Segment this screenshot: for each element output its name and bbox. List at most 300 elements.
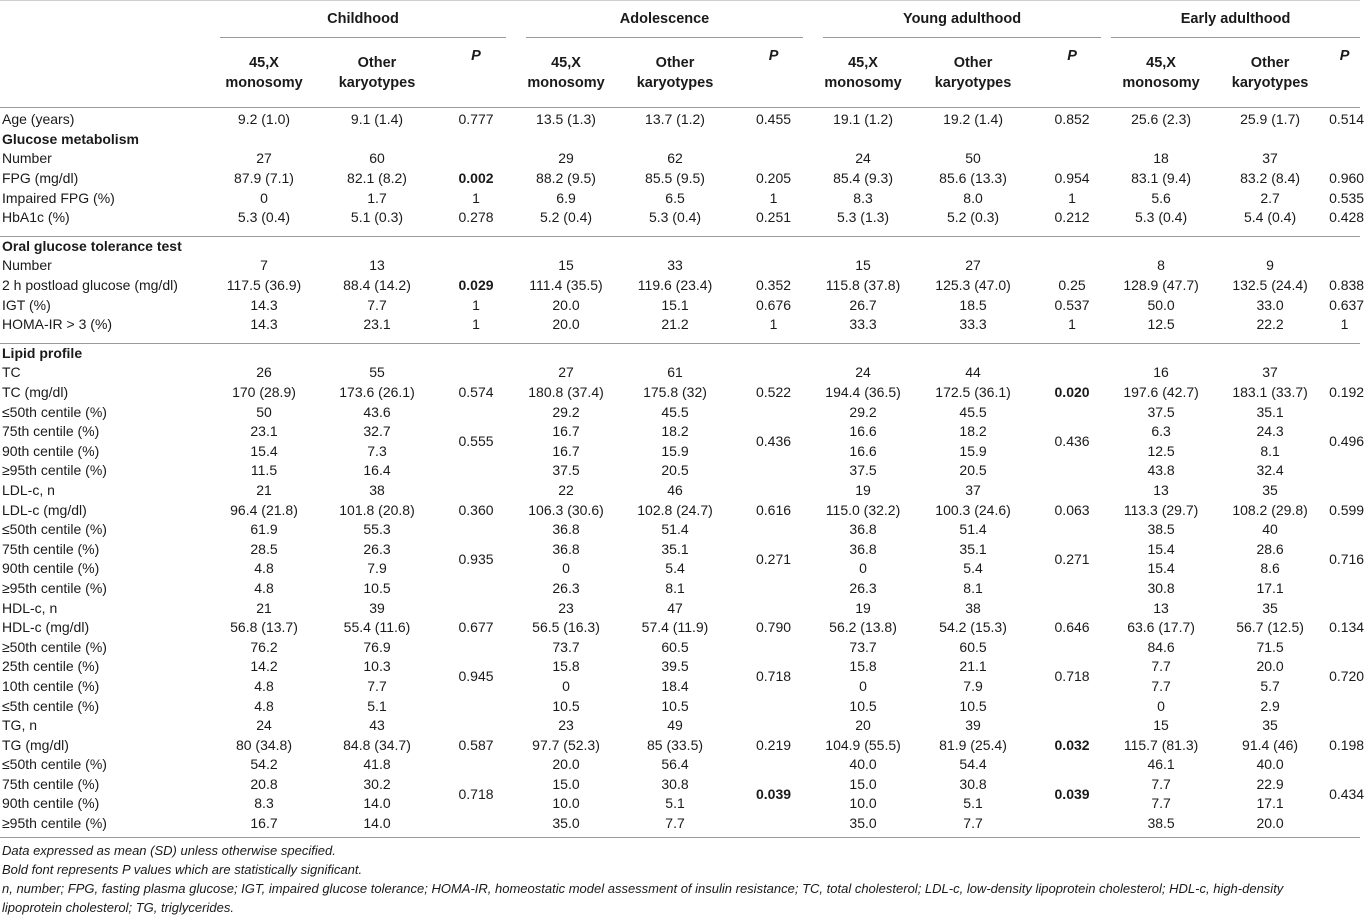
other-value-cell: 40.0	[1256, 756, 1284, 773]
monosomy-value-cell: 6.3	[1151, 423, 1171, 440]
p-value-cell	[734, 149, 813, 169]
col-header-45x-monosomy	[813, 38, 913, 108]
other-value-cell: 51.4	[661, 521, 689, 538]
monosomy-value-cell: 115.0 (32.2)	[825, 501, 901, 518]
other-value-cell: 2.7	[1260, 189, 1280, 206]
monosomy-value-cell: 117.5 (36.9)	[226, 277, 302, 294]
table-row	[0, 461, 1360, 481]
monosomy-value-cell: 18	[1153, 150, 1169, 167]
p-value-cell: 0.587	[458, 736, 494, 753]
monosomy-value-cell: 15.4	[1147, 540, 1175, 557]
other-value-cell: 38	[965, 599, 981, 616]
monosomy-value-cell: 15.0	[849, 775, 877, 792]
row-label: ≤5th centile (%)	[2, 697, 100, 714]
row-label: ≤50th centile (%)	[2, 756, 107, 773]
p-value-cell: 0.428	[1329, 209, 1364, 226]
p-value-cell: 0.278	[458, 209, 494, 226]
monosomy-value-cell: 87.9 (7.1)	[234, 170, 294, 187]
col-header-other-karyotypes	[913, 38, 1033, 108]
p-value-cell: 0.535	[1329, 189, 1364, 206]
row-label: TC (mg/dl)	[2, 384, 69, 401]
p-value-cell: 0.192	[1329, 384, 1364, 401]
other-value-cell: 173.6 (26.1)	[339, 384, 415, 401]
other-value-cell: 39.5	[661, 658, 689, 675]
monosomy-value-cell: 0	[859, 677, 867, 694]
p-value-cell: 0.134	[1329, 619, 1364, 636]
monosomy-value-cell: 24	[855, 150, 871, 167]
monosomy-value-cell: 7	[260, 257, 268, 274]
monosomy-value-cell: 40.0	[849, 756, 877, 773]
p-value-cell	[1033, 256, 1111, 276]
monosomy-value-cell: 16.6	[849, 423, 877, 440]
other-value-cell: 39	[369, 599, 385, 616]
col-header-line: 45,X	[1146, 54, 1176, 71]
table-row	[0, 363, 1360, 383]
other-value-cell: 8.1	[1260, 442, 1280, 459]
table-row	[0, 598, 1360, 618]
merged-p-value: 0.720	[1329, 668, 1364, 685]
other-value-cell: 9.1 (1.4)	[350, 111, 404, 128]
p-value-cell: 0.212	[1054, 209, 1090, 226]
p-value-cell: 0.514	[1329, 111, 1364, 128]
monosomy-value-cell: 35.0	[552, 815, 580, 832]
row-label: 90th centile (%)	[2, 560, 100, 577]
other-value-cell: 33	[667, 257, 683, 274]
table-row	[0, 188, 1360, 208]
other-value-cell: 35	[1262, 717, 1278, 734]
col-header-p-value: P	[734, 38, 813, 108]
header-spacer	[0, 38, 210, 108]
other-value-cell: 91.4 (46)	[1242, 736, 1299, 753]
monosomy-value-cell: 36.8	[552, 540, 580, 557]
other-value-cell: 20.5	[959, 462, 987, 479]
monosomy-value-cell: 15.8	[552, 658, 580, 675]
monosomy-value-cell: 20.0	[552, 756, 580, 773]
monosomy-value-cell: 16.7	[552, 442, 580, 459]
other-value-cell: 19.2 (1.4)	[943, 111, 1003, 128]
row-label: Impaired FPG (%)	[2, 189, 115, 206]
other-value-cell: 61	[667, 364, 683, 381]
monosomy-value-cell: 5.3 (0.4)	[1134, 209, 1188, 226]
table-row	[0, 637, 1360, 657]
other-value-cell: 18.2	[959, 423, 987, 440]
p-value-cell: 1	[472, 316, 480, 333]
monosomy-value-cell: 73.7	[552, 638, 580, 655]
p-value-cell	[1329, 256, 1360, 276]
other-value-cell: 8.6	[1260, 560, 1280, 577]
monosomy-value-cell: 6.9	[556, 189, 576, 206]
other-value-cell: 55.4 (11.6)	[343, 619, 411, 636]
group-header-young-adulthood	[813, 0, 1111, 38]
monosomy-value-cell: 61.9	[250, 521, 278, 538]
table-row	[0, 775, 1360, 795]
monosomy-value-cell: 106.3 (30.6)	[528, 501, 604, 518]
other-value-cell: 8.1	[665, 579, 685, 596]
monosomy-value-cell: 170 (28.9)	[232, 384, 296, 401]
other-value-cell: 85.5 (9.5)	[645, 170, 705, 187]
monosomy-value-cell: 56.8 (13.7)	[230, 619, 298, 636]
other-value-cell: 47	[667, 599, 683, 616]
sub-header-row	[0, 38, 1360, 108]
table-row	[0, 169, 1360, 189]
table-row	[0, 383, 1360, 403]
monosomy-value-cell: 7.7	[1151, 677, 1171, 694]
other-value-cell: 9	[1266, 257, 1274, 274]
other-value-cell: 18.4	[661, 677, 689, 694]
row-label: 90th centile (%)	[2, 795, 100, 812]
table-row	[0, 481, 1360, 501]
monosomy-value-cell: 30.8	[1147, 579, 1175, 596]
row-label: 75th centile (%)	[2, 423, 100, 440]
monosomy-value-cell: 10.5	[552, 697, 580, 714]
other-value-cell: 7.7	[367, 296, 387, 313]
other-value-cell: 17.1	[1256, 795, 1284, 812]
other-value-cell: 45.5	[661, 403, 689, 420]
col-header-other-karyotypes	[1211, 38, 1329, 108]
other-value-cell: 5.1	[367, 697, 387, 714]
col-header-line: karyotypes	[934, 74, 1012, 91]
monosomy-value-cell: 4.8	[254, 677, 274, 694]
merged-p-value: 0.271	[1054, 550, 1090, 567]
monosomy-value-cell: 23	[558, 599, 574, 616]
p-value-cell: 0.360	[458, 501, 494, 518]
p-value-cell: 0.676	[756, 296, 792, 313]
other-value-cell: 43.6	[363, 403, 391, 420]
monosomy-value-cell: 11.5	[250, 462, 278, 479]
monosomy-value-cell: 36.8	[849, 521, 877, 538]
col-header-line: monosomy	[527, 74, 605, 91]
row-label: FPG (mg/dl)	[2, 170, 79, 187]
table-row	[0, 108, 1360, 130]
p-value-cell: 0.599	[1329, 501, 1364, 518]
table-row	[0, 618, 1360, 638]
monosomy-value-cell: 19.1 (1.2)	[833, 111, 893, 128]
p-value-cell: 0.777	[458, 111, 494, 128]
monosomy-value-cell: 36.8	[849, 540, 877, 557]
monosomy-value-cell: 12.5	[1147, 316, 1175, 333]
other-value-cell: 32.4	[1256, 462, 1284, 479]
row-label: LDL-c (mg/dl)	[2, 501, 87, 518]
footnote-line: Bold font represents P values which are statistically significant.	[2, 862, 363, 878]
gap-cell	[0, 228, 1360, 237]
p-value-cell	[436, 598, 516, 618]
p-value-cell: 0.616	[756, 501, 792, 518]
other-value-cell: 60.5	[959, 638, 987, 655]
p-value-cell	[1329, 363, 1360, 383]
monosomy-value-cell: 20.0	[552, 316, 580, 333]
other-value-cell: 26.3	[363, 540, 391, 557]
p-value-cell: 0.25	[1058, 277, 1086, 294]
p-value-cell: 0.455	[756, 111, 792, 128]
row-label: ≥95th centile (%)	[2, 462, 107, 479]
monosomy-value-cell: 50	[256, 403, 272, 420]
monosomy-value-cell: 50.0	[1147, 296, 1175, 313]
other-value-cell: 85.6 (13.3)	[939, 170, 1007, 187]
monosomy-value-cell: 128.9 (47.7)	[1123, 277, 1199, 294]
section-header-row	[0, 130, 1360, 150]
gap-cell	[0, 335, 1360, 344]
p-value-cell: 1	[769, 316, 778, 333]
p-value-cell	[734, 716, 813, 736]
row-label: 75th centile (%)	[2, 775, 100, 792]
other-value-cell: 108.2 (29.8)	[1232, 501, 1308, 518]
monosomy-value-cell: 97.7 (52.3)	[532, 736, 600, 753]
other-value-cell: 172.5 (36.1)	[935, 384, 1011, 401]
p-value-cell	[1329, 481, 1360, 501]
table-row	[0, 579, 1360, 599]
section-title: Glucose metabolism	[2, 130, 139, 147]
group-label: Adolescence	[619, 10, 710, 27]
other-value-cell: 132.5 (24.4)	[1232, 277, 1308, 294]
monosomy-value-cell: 37.5	[849, 462, 877, 479]
table-row	[0, 256, 1360, 276]
footnotes	[2, 841, 1352, 917]
col-header-p-value: P	[1329, 38, 1360, 108]
col-header-line: karyotypes	[338, 74, 416, 91]
p-value-cell	[1329, 598, 1360, 618]
other-value-cell: 5.1	[963, 795, 983, 812]
other-value-cell: 41.8	[363, 756, 391, 773]
table-row	[0, 500, 1360, 520]
section-header-row	[0, 237, 1360, 257]
other-value-cell: 16.4	[363, 462, 391, 479]
monosomy-value-cell: 26.7	[849, 296, 877, 313]
other-value-cell: 20.0	[1256, 815, 1284, 832]
col-header-line: 45,X	[551, 54, 581, 71]
p-value-cell	[734, 481, 813, 501]
monosomy-value-cell: 83.1 (9.4)	[1131, 170, 1192, 187]
monosomy-value-cell: 16.7	[552, 423, 580, 440]
p-value-cell: 1	[1068, 189, 1076, 206]
other-value-cell: 175.8 (32)	[643, 384, 707, 401]
monosomy-value-cell: 15.4	[250, 442, 278, 459]
col-header-line: Other	[953, 54, 993, 71]
merged-p-value: 0.039	[1054, 785, 1090, 802]
p-value-cell: 0.029	[458, 277, 494, 294]
monosomy-value-cell: 23.1	[250, 423, 278, 440]
row-label: TG, n	[2, 717, 38, 734]
other-value-cell: 88.4 (14.2)	[343, 277, 411, 294]
other-value-cell: 60	[369, 150, 385, 167]
other-value-cell: 5.3 (0.4)	[648, 209, 702, 226]
other-value-cell: 5.7	[1260, 677, 1280, 694]
other-value-cell: 125.3 (47.0)	[935, 277, 1011, 294]
group-header-childhood	[210, 0, 516, 38]
other-value-cell: 35.1	[959, 540, 987, 557]
other-value-cell: 18.5	[959, 296, 987, 313]
other-value-cell: 13	[369, 257, 385, 274]
p-value-cell: 0.838	[1329, 277, 1364, 294]
table-row	[0, 716, 1360, 736]
other-value-cell: 14.0	[363, 815, 391, 832]
row-label: Age (years)	[2, 111, 75, 128]
monosomy-value-cell: 5.3 (0.4)	[237, 209, 291, 226]
p-value-cell	[1033, 481, 1111, 501]
monosomy-value-cell: 0	[859, 560, 867, 577]
monosomy-value-cell: 15.4	[1147, 560, 1175, 577]
other-value-cell: 22.2	[1256, 316, 1284, 333]
monosomy-value-cell: 15	[558, 257, 574, 274]
other-value-cell: 183.1 (33.7)	[1232, 384, 1308, 401]
other-value-cell: 7.7	[665, 815, 685, 832]
table-row	[0, 677, 1360, 697]
footnote-line: lipoprotein cholesterol; TG, triglycerides.	[2, 900, 234, 916]
merged-p-value: 0.716	[1329, 550, 1364, 567]
p-value-cell	[1033, 598, 1111, 618]
footnote-line: Data expressed as mean (SD) unless otherwise specified.	[2, 843, 336, 859]
other-value-cell: 15.9	[661, 442, 689, 459]
monosomy-value-cell: 37.5	[1147, 403, 1175, 420]
other-value-cell: 81.9 (25.4)	[939, 736, 1007, 753]
other-value-cell: 27	[965, 257, 981, 274]
p-value-cell: 1	[769, 189, 778, 206]
monosomy-value-cell: 194.4 (36.5)	[825, 384, 901, 401]
p-value-cell	[1033, 363, 1111, 383]
monosomy-value-cell: 5.6	[1151, 189, 1171, 206]
monosomy-value-cell: 26.3	[552, 579, 580, 596]
row-label: ≥50th centile (%)	[2, 638, 107, 655]
table-row	[0, 657, 1360, 677]
p-value-cell: 1	[472, 189, 480, 206]
p-value-cell: 0.205	[756, 170, 792, 187]
monosomy-value-cell: 24	[256, 717, 272, 734]
section-title: Lipid profile	[2, 344, 83, 361]
section-header-row	[0, 344, 1360, 364]
other-value-cell: 15.1	[661, 296, 689, 313]
merged-p-value: 0.436	[756, 433, 792, 449]
p-value-cell: 1	[1340, 316, 1349, 333]
other-value-cell: 13.7 (1.2)	[645, 111, 705, 128]
other-value-cell: 8.1	[963, 579, 983, 596]
other-value-cell: 37	[1262, 364, 1278, 381]
other-value-cell: 5.4 (0.4)	[1243, 209, 1297, 226]
other-value-cell: 46	[667, 481, 683, 498]
monosomy-value-cell: 4.8	[254, 697, 274, 714]
monosomy-value-cell: 33.3	[849, 316, 877, 333]
other-value-cell: 56.4	[661, 756, 689, 773]
other-value-cell: 35.1	[661, 540, 689, 557]
other-value-cell: 20.5	[661, 462, 689, 479]
merged-p-value: 0.436	[1054, 433, 1090, 449]
table-row	[0, 295, 1360, 315]
row-label: ≤50th centile (%)	[2, 403, 107, 420]
other-value-cell: 30.2	[363, 775, 391, 792]
footnote-line: n, number; FPG, fasting plasma glucose; IGT, impaired glucose tolerance; HOMA-IR, homeostatic model assessment of insulin resistance; TC, total cholesterol; LDL-c, low-density lipoprotein cholesterol; HDL-c, high-density	[2, 881, 1284, 897]
table-row	[0, 208, 1360, 228]
other-value-cell: 33.3	[959, 316, 987, 333]
other-value-cell: 24.3	[1256, 423, 1284, 440]
row-label: Number	[2, 150, 52, 167]
row-label: ≥95th centile (%)	[2, 815, 107, 832]
row-label: IGT (%)	[2, 296, 51, 313]
other-value-cell: 55	[369, 364, 385, 381]
p-value-cell: 0.020	[1054, 384, 1090, 401]
other-value-cell: 7.3	[367, 442, 387, 459]
p-value-cell: 0.646	[1054, 619, 1090, 636]
monosomy-value-cell: 7.7	[1151, 658, 1171, 675]
monosomy-value-cell: 7.7	[1151, 775, 1171, 792]
col-header-line: Other	[655, 54, 695, 71]
p-value-cell: 0.637	[1329, 296, 1364, 313]
other-value-cell: 7.9	[963, 677, 983, 694]
row-label: TC	[2, 364, 21, 381]
other-value-cell: 37	[1262, 150, 1278, 167]
other-value-cell: 21.1	[959, 658, 987, 675]
table-row	[0, 276, 1360, 296]
monosomy-value-cell: 24	[855, 364, 871, 381]
monosomy-value-cell: 16	[1153, 364, 1169, 381]
monosomy-value-cell: 56.2 (13.8)	[829, 619, 897, 636]
monosomy-value-cell: 0	[562, 677, 570, 694]
row-label: HDL-c, n	[2, 599, 58, 616]
p-value-cell: 1	[1068, 316, 1076, 333]
monosomy-value-cell: 56.5 (16.3)	[532, 619, 600, 636]
other-value-cell: 18.2	[661, 423, 689, 440]
other-value-cell: 7.9	[367, 560, 387, 577]
other-value-cell: 2.9	[1260, 697, 1280, 714]
other-value-cell: 7.7	[367, 677, 387, 694]
other-value-cell: 54.2 (15.3)	[939, 619, 1007, 636]
other-value-cell: 54.4	[959, 756, 987, 773]
group-label: Childhood	[327, 10, 399, 27]
monosomy-value-cell: 84.6	[1147, 638, 1175, 655]
monosomy-value-cell: 22	[558, 481, 574, 498]
p-value-cell	[436, 716, 516, 736]
merged-p-value: 0.271	[756, 550, 792, 567]
other-value-cell: 5.4	[665, 560, 685, 577]
merged-p-value: 0.718	[458, 785, 494, 802]
monosomy-value-cell: 115.8 (37.8)	[825, 277, 901, 294]
monosomy-value-cell: 15	[855, 257, 871, 274]
monosomy-value-cell: 10.0	[552, 795, 580, 812]
monosomy-value-cell: 8.3	[254, 795, 274, 812]
p-value-cell	[1033, 149, 1111, 169]
other-value-cell: 50	[965, 150, 981, 167]
other-value-cell: 30.8	[959, 775, 987, 792]
p-value-cell: 0.954	[1054, 170, 1090, 187]
other-value-cell: 119.6 (23.4)	[637, 277, 713, 294]
monosomy-value-cell: 16.6	[849, 442, 877, 459]
monosomy-value-cell: 76.2	[250, 638, 278, 655]
other-value-cell: 35	[1262, 599, 1278, 616]
other-value-cell: 30.8	[661, 775, 689, 792]
monosomy-value-cell: 14.3	[250, 316, 278, 333]
col-header-p-value: P	[436, 38, 516, 108]
row-label: ≤50th centile (%)	[2, 521, 107, 538]
table-row	[0, 755, 1360, 775]
p-value-cell: 0.960	[1329, 170, 1364, 187]
monosomy-value-cell: 54.2	[250, 756, 278, 773]
other-value-cell: 8.0	[963, 189, 983, 206]
row-label: TG (mg/dl)	[2, 736, 69, 753]
monosomy-value-cell: 63.6 (17.7)	[1127, 619, 1195, 636]
col-header-45x-monosomy	[210, 38, 318, 108]
group-label: Young adulthood	[902, 10, 1022, 27]
col-header-line: karyotypes	[1231, 74, 1309, 91]
bottom-rule	[0, 837, 1360, 838]
monosomy-value-cell: 5.2 (0.4)	[539, 209, 593, 226]
p-value-cell: 0.219	[756, 736, 792, 753]
table-row	[0, 422, 1360, 442]
other-value-cell: 10.5	[363, 579, 391, 596]
merged-p-value: 0.434	[1329, 785, 1364, 802]
p-value-cell: 0.198	[1329, 736, 1364, 753]
table-row	[0, 696, 1360, 716]
other-value-cell: 21.2	[661, 316, 689, 333]
other-value-cell: 39	[965, 717, 981, 734]
other-value-cell: 57.4 (11.9)	[641, 619, 709, 636]
other-value-cell: 10.3	[363, 658, 391, 675]
